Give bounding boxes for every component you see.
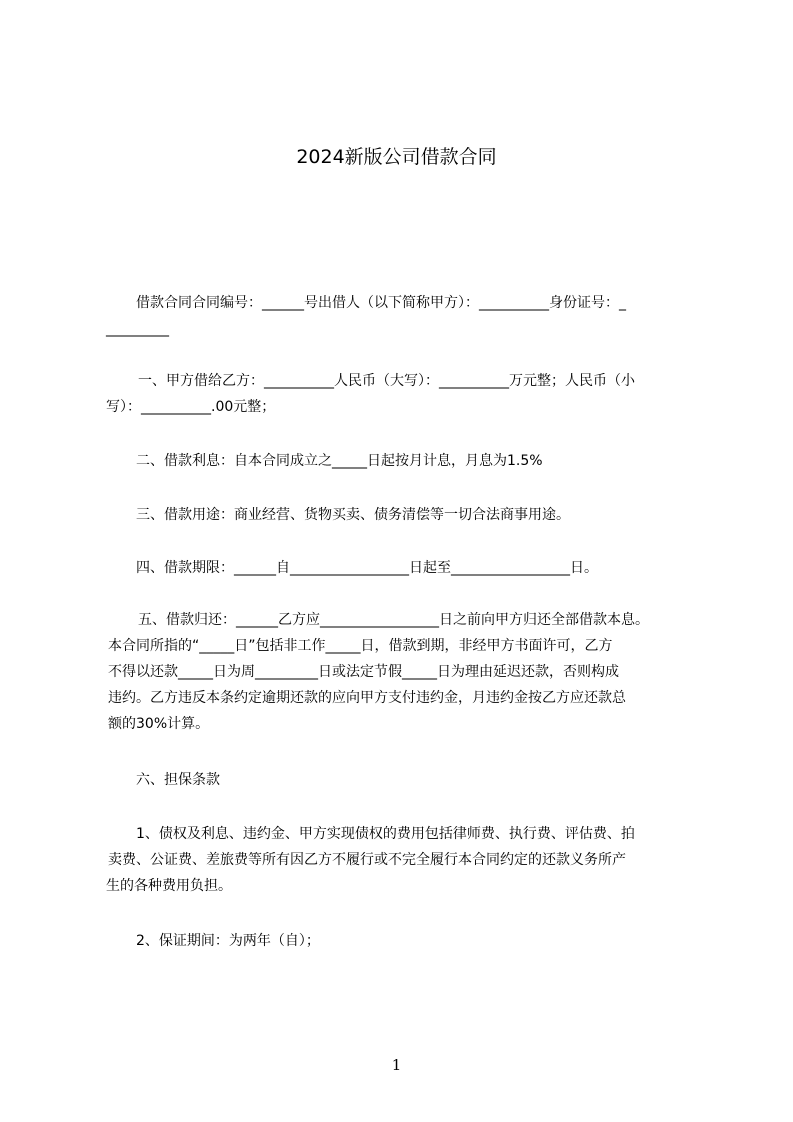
paragraph-contract-number bbox=[106, 290, 706, 342]
paragraph-clause-2-interest bbox=[106, 448, 706, 474]
text-line: 本合同所指的“_____日”包括非工作_____日，借款到期，非经甲方书面许可，乙方 bbox=[108, 638, 613, 654]
text-line: 不得以还款_____日为周_________日或法定节假_____日为理由延迟还款，否则构成 bbox=[108, 664, 619, 680]
text-line: 违约。乙方违反本条约定逾期还款的应向甲方支付违约金，月违约金按乙方应还款总 bbox=[108, 690, 626, 706]
text-line: 借款合同合同编号：______号出借人（以下简称甲方）：__________身份证号：_ bbox=[136, 295, 626, 311]
page-number: 1 bbox=[391, 1056, 402, 1074]
paragraph-clause-4-term bbox=[106, 555, 706, 581]
text-line: 卖费、公证费、差旅费等所有因乙方不履行或不完全履行本合同约定的还款义务所产 bbox=[108, 852, 626, 868]
text-line: 2、保证期间：为两年（自）； bbox=[136, 933, 320, 949]
text-line: _________ bbox=[106, 321, 169, 337]
text-line: 三、借款用途：商业经营、货物买卖、债务清偿等一切合法商事用途。 bbox=[136, 507, 570, 523]
text-line: 六、担保条款 bbox=[136, 772, 220, 788]
text-line: 生的各种费用负担。 bbox=[106, 878, 232, 894]
text-line: 一、甲方借给乙方：__________人民币（大写）：__________万元整；人民币（小 bbox=[138, 373, 635, 389]
paragraph-guarantee-item-2 bbox=[106, 928, 706, 954]
text-line: 写）：__________.00元整； bbox=[106, 399, 276, 415]
paragraph-clause-3-purpose bbox=[106, 502, 706, 528]
text-line: 四、借款期限：______自_________________日起至_________________日。 bbox=[136, 560, 598, 576]
text-line: 二、借款利息：自本合同成立之_____日起按月计息，月息为1.5% bbox=[136, 453, 543, 469]
document-title: 2024新版公司借款合同 bbox=[296, 146, 497, 168]
paragraph-clause-6-guarantee-heading bbox=[106, 767, 706, 793]
paragraph-clause-1-amount bbox=[106, 368, 706, 420]
text-line: 五、借款归还：______乙方应_________________日之前向甲方归还全部借款本息。 bbox=[138, 612, 649, 628]
paragraph-guarantee-item-1 bbox=[106, 821, 706, 899]
paragraph-clause-5-repayment bbox=[106, 607, 706, 737]
text-line: 额的30%计算。 bbox=[108, 716, 210, 732]
text-line: 1、债权及利息、违约金、甲方实现债权的费用包括律师费、执行费、评估费、拍 bbox=[136, 826, 635, 842]
